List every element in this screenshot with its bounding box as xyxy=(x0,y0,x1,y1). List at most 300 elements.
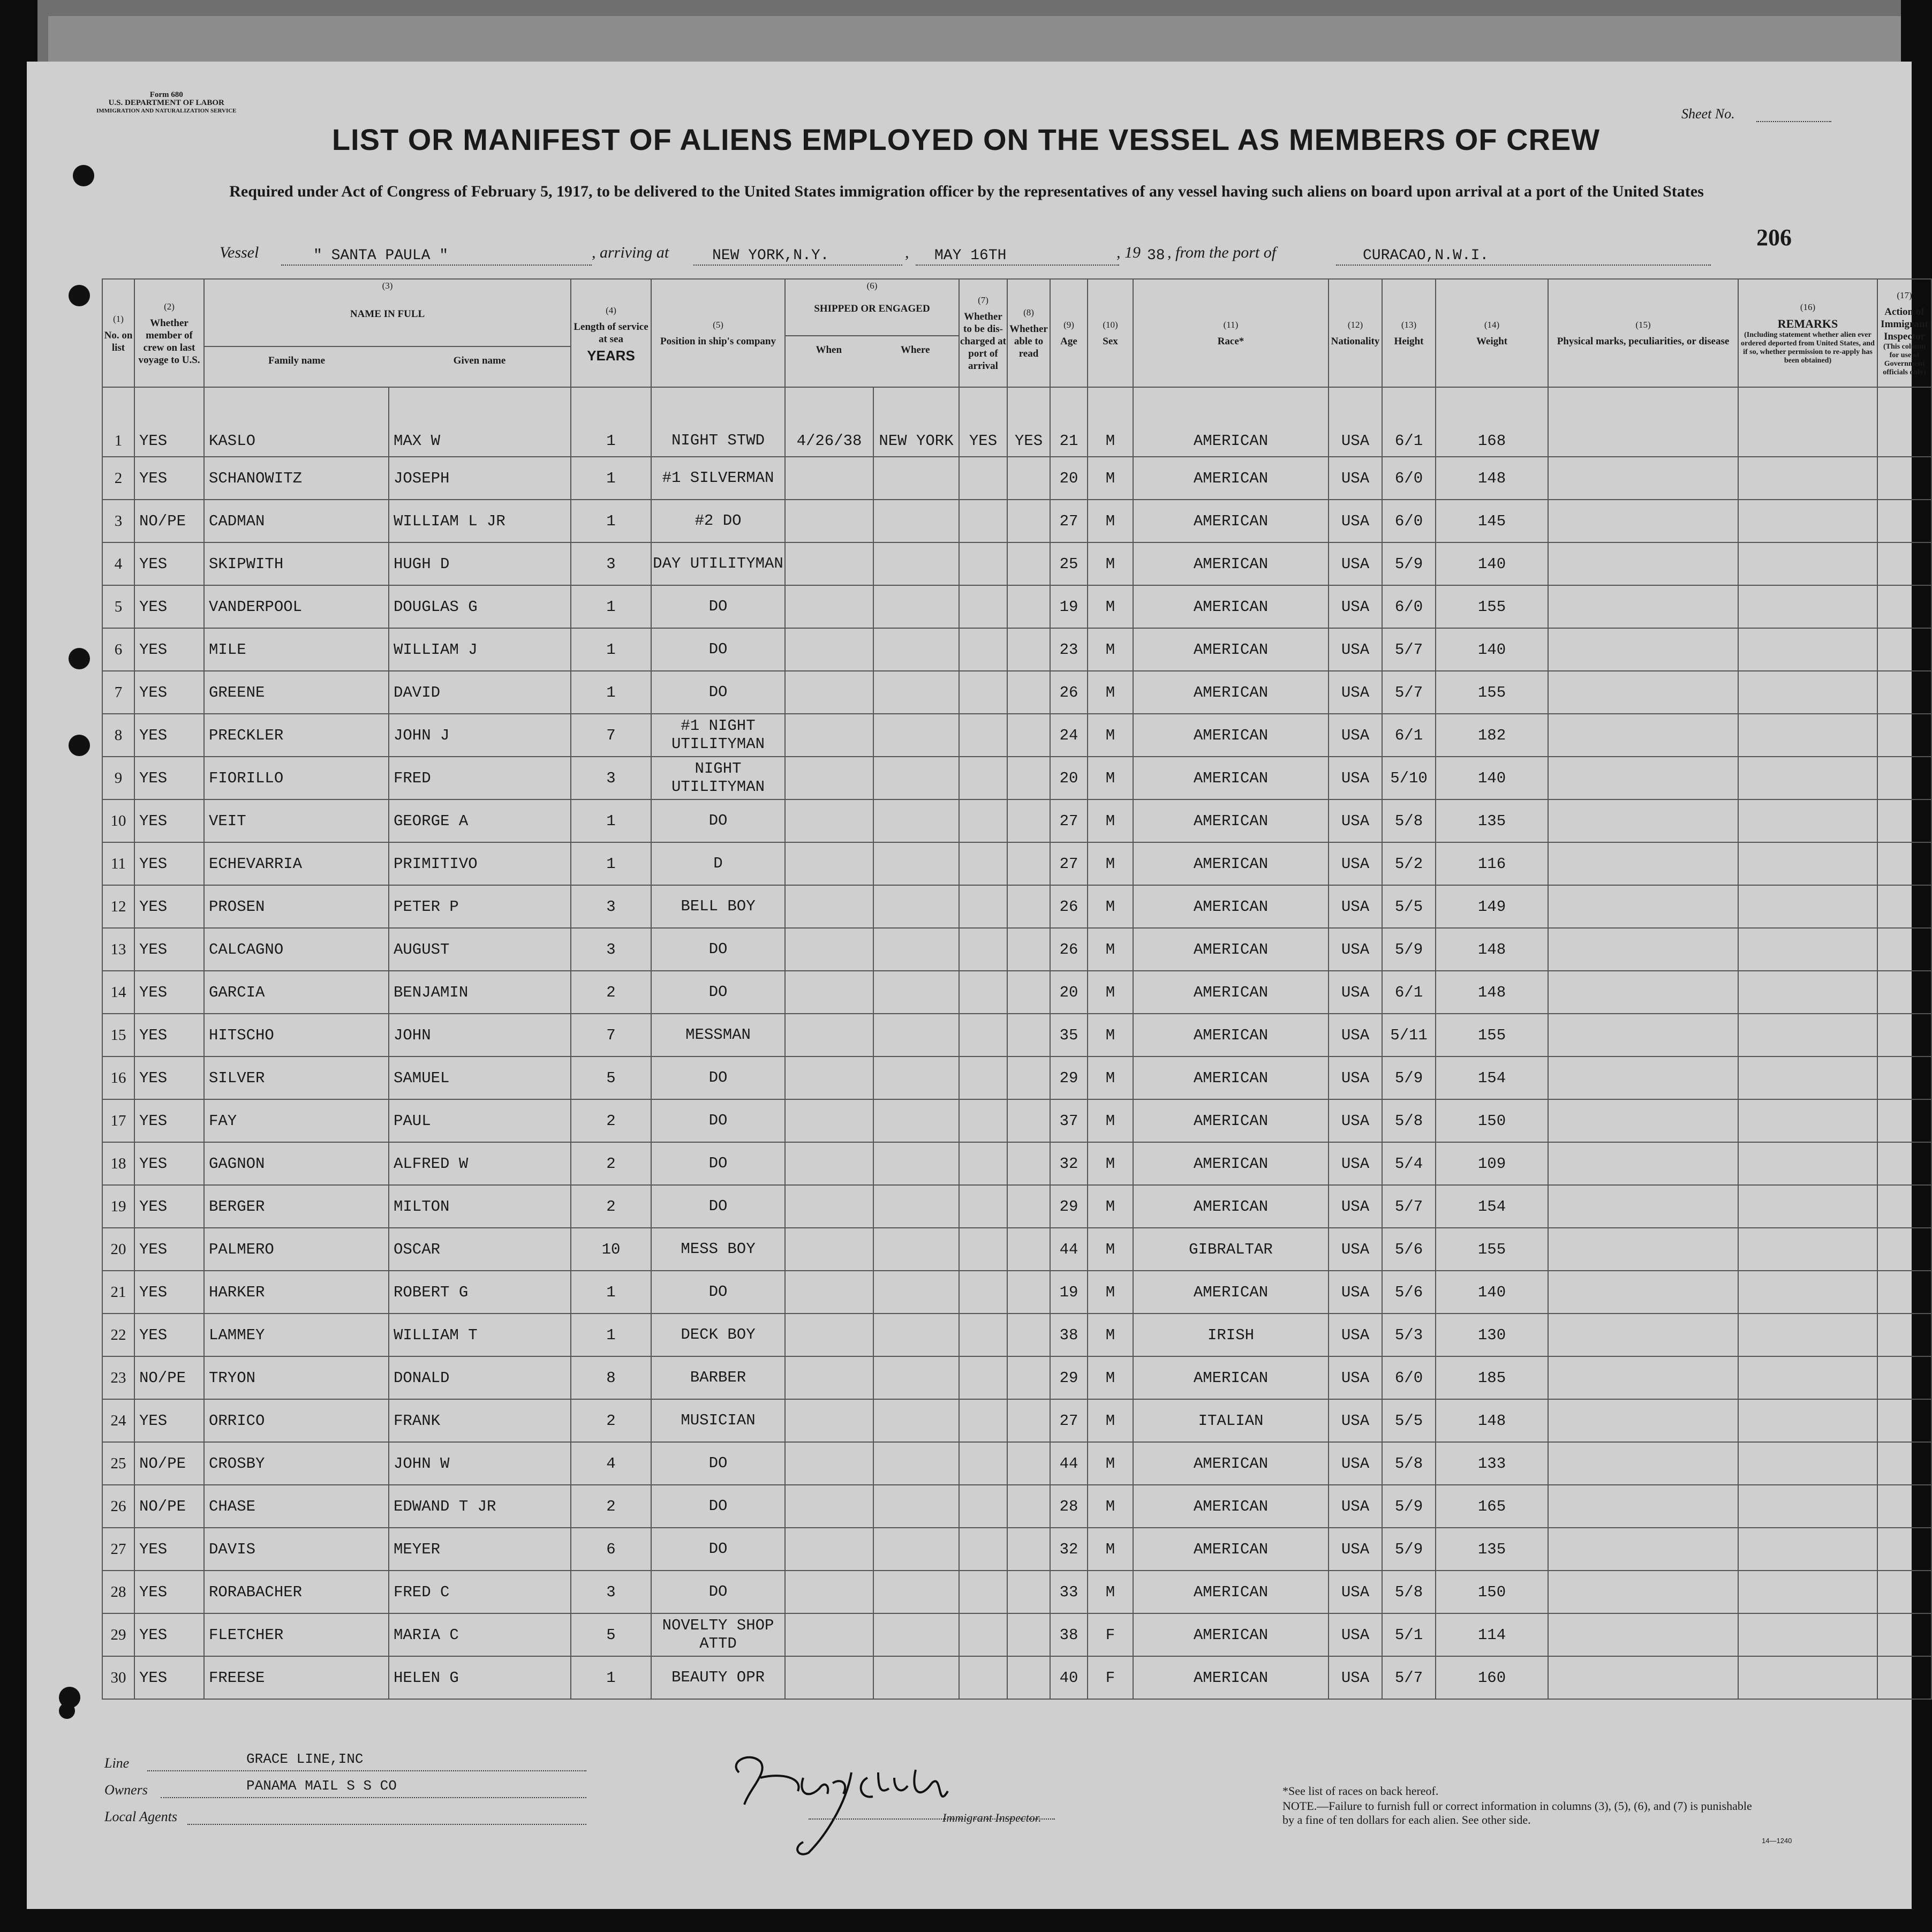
inspector-action xyxy=(1877,1228,1931,1271)
prev-voyage: NO/PE xyxy=(134,500,204,542)
position: NOVELTY SHOP ATTD xyxy=(651,1613,785,1656)
row-number: 4 xyxy=(102,542,134,585)
race: AMERICAN xyxy=(1133,1485,1329,1528)
discharged xyxy=(959,1185,1007,1228)
remarks xyxy=(1738,500,1877,542)
remarks xyxy=(1738,1528,1877,1571)
race: AMERICAN xyxy=(1133,1014,1329,1056)
shipped-when xyxy=(785,1099,873,1142)
weight: 133 xyxy=(1436,1442,1548,1485)
physical-marks xyxy=(1548,1485,1738,1528)
shipped-where xyxy=(873,1613,959,1656)
col-header-action: (17) Action of Immigrant Inspector (This column for use of Government officials only) xyxy=(1877,279,1931,387)
physical-marks xyxy=(1548,1014,1738,1056)
penalty-note: NOTE.—Failure to furnish full or correct information in columns (3), (5), (6), and (7) is punishable by a fine of ten dollars for each alien. See other side. xyxy=(1282,1799,1752,1827)
prev-voyage: YES xyxy=(134,1613,204,1656)
given-name: BENJAMIN xyxy=(389,971,571,1014)
inspector-action xyxy=(1877,1485,1931,1528)
shipped-when xyxy=(785,1656,873,1699)
remarks xyxy=(1738,1142,1877,1185)
physical-marks xyxy=(1548,671,1738,714)
inspector-action xyxy=(1877,1613,1931,1656)
given-name: MEYER xyxy=(389,1528,571,1571)
punch-hole xyxy=(73,165,94,186)
position: BARBER xyxy=(651,1356,785,1399)
nationality: USA xyxy=(1329,1528,1382,1571)
remarks xyxy=(1738,542,1877,585)
shipped-when xyxy=(785,585,873,628)
inspector-action xyxy=(1877,1142,1931,1185)
remarks xyxy=(1738,387,1877,457)
shipped-where xyxy=(873,1142,959,1185)
nationality: USA xyxy=(1329,1485,1382,1528)
race: AMERICAN xyxy=(1133,628,1329,671)
position: BELL BOY xyxy=(651,885,785,928)
prev-voyage: NO/PE xyxy=(134,1442,204,1485)
shipped-when xyxy=(785,885,873,928)
position: DO xyxy=(651,1185,785,1228)
col-header-weight: (14) Weight xyxy=(1436,279,1548,387)
physical-marks xyxy=(1548,1571,1738,1613)
shipped-when xyxy=(785,799,873,842)
shipped-where xyxy=(873,1056,959,1099)
age: 20 xyxy=(1050,757,1088,799)
shipped-when xyxy=(785,971,873,1014)
shipped-where xyxy=(873,757,959,799)
age: 33 xyxy=(1050,1571,1088,1613)
inspector-action xyxy=(1877,457,1931,500)
nationality: USA xyxy=(1329,1271,1382,1314)
punch-hole xyxy=(69,285,90,306)
nationality: USA xyxy=(1329,1185,1382,1228)
shipped-where xyxy=(873,1442,959,1485)
age: 32 xyxy=(1050,1528,1088,1571)
able-to-read xyxy=(1007,1314,1050,1356)
remarks xyxy=(1738,1656,1877,1699)
able-to-read xyxy=(1007,757,1050,799)
races-note: *See list of races on back hereof. xyxy=(1282,1784,1439,1798)
race: AMERICAN xyxy=(1133,842,1329,885)
physical-marks xyxy=(1548,1528,1738,1571)
shipped-where xyxy=(873,457,959,500)
nationality: USA xyxy=(1329,1571,1382,1613)
shipped-where xyxy=(873,671,959,714)
inspector-action xyxy=(1877,671,1931,714)
position: DO xyxy=(651,1099,785,1142)
able-to-read xyxy=(1007,799,1050,842)
given-name: ROBERT G xyxy=(389,1271,571,1314)
prev-voyage: NO/PE xyxy=(134,1485,204,1528)
year-prefix: , 19 xyxy=(1116,244,1141,261)
race: AMERICAN xyxy=(1133,1528,1329,1571)
row-number: 9 xyxy=(102,757,134,799)
physical-marks xyxy=(1548,1656,1738,1699)
height: 5/1 xyxy=(1382,1613,1436,1656)
departure-port: CURACAO,N.W.I. xyxy=(1363,247,1489,264)
discharged xyxy=(959,1228,1007,1271)
shipped-where xyxy=(873,1356,959,1399)
discharged xyxy=(959,1014,1007,1056)
discharged xyxy=(959,1356,1007,1399)
remarks xyxy=(1738,1356,1877,1399)
row-number: 7 xyxy=(102,671,134,714)
table-header-row xyxy=(102,279,1931,387)
height: 6/1 xyxy=(1382,387,1436,457)
age: 38 xyxy=(1050,1613,1088,1656)
table-row xyxy=(102,971,1931,1014)
sex: M xyxy=(1088,842,1133,885)
inspector-action xyxy=(1877,1185,1931,1228)
height: 5/8 xyxy=(1382,799,1436,842)
remarks xyxy=(1738,757,1877,799)
prev-voyage: YES xyxy=(134,1185,204,1228)
row-number: 26 xyxy=(102,1485,134,1528)
able-to-read xyxy=(1007,1528,1050,1571)
able-to-read xyxy=(1007,1142,1050,1185)
shipped-when xyxy=(785,1356,873,1399)
weight: 148 xyxy=(1436,1399,1548,1442)
from-label: , from the port of xyxy=(1167,244,1277,261)
sex: M xyxy=(1088,928,1133,971)
shipped-where xyxy=(873,1185,959,1228)
remarks xyxy=(1738,842,1877,885)
weight: 140 xyxy=(1436,757,1548,799)
service-years: 1 xyxy=(571,457,651,500)
row-number: 6 xyxy=(102,628,134,671)
position: D xyxy=(651,842,785,885)
vessel-line xyxy=(281,265,592,266)
sheet-label: Sheet No. xyxy=(1681,106,1735,122)
table-row xyxy=(102,757,1931,799)
inspector-action xyxy=(1877,885,1931,928)
position: #2 DO xyxy=(651,500,785,542)
age: 29 xyxy=(1050,1185,1088,1228)
arrival-date: MAY 16TH xyxy=(934,247,1007,264)
race: AMERICAN xyxy=(1133,1656,1329,1699)
table-row xyxy=(102,1056,1931,1099)
remarks xyxy=(1738,928,1877,971)
shipping-line: GRACE LINE,INC xyxy=(246,1751,364,1767)
family-name: FREESE xyxy=(204,1656,389,1699)
comma: , xyxy=(905,244,909,261)
age: 37 xyxy=(1050,1099,1088,1142)
shipped-where xyxy=(873,585,959,628)
given-name: HUGH D xyxy=(389,542,571,585)
col-header-no: (1) No. on list xyxy=(102,279,134,387)
service-years: 1 xyxy=(571,585,651,628)
service-years: 1 xyxy=(571,842,651,885)
height: 5/3 xyxy=(1382,1314,1436,1356)
row-number: 25 xyxy=(102,1442,134,1485)
height: 5/8 xyxy=(1382,1571,1436,1613)
table-row xyxy=(102,1656,1931,1699)
discharged xyxy=(959,757,1007,799)
physical-marks xyxy=(1548,971,1738,1014)
discharged xyxy=(959,842,1007,885)
age: 26 xyxy=(1050,928,1088,971)
inspector-action xyxy=(1877,628,1931,671)
table-row xyxy=(102,1314,1931,1356)
col-header-height: (13) Height xyxy=(1382,279,1436,387)
able-to-read xyxy=(1007,457,1050,500)
remarks xyxy=(1738,1399,1877,1442)
family-name: MILE xyxy=(204,628,389,671)
given-name: PETER P xyxy=(389,885,571,928)
shipped-where xyxy=(873,971,959,1014)
sex: M xyxy=(1088,971,1133,1014)
service-years: 1 xyxy=(571,1314,651,1356)
shipped-when xyxy=(785,1142,873,1185)
table-row xyxy=(102,842,1931,885)
shipped-when xyxy=(785,842,873,885)
physical-marks xyxy=(1548,387,1738,457)
col-header-race: (11) Race* xyxy=(1133,279,1329,387)
family-name: GARCIA xyxy=(204,971,389,1014)
col-header-position: (5) Position in ship's company xyxy=(651,279,785,387)
family-name: PROSEN xyxy=(204,885,389,928)
shipped-when xyxy=(785,1613,873,1656)
shipped-where xyxy=(873,1485,959,1528)
given-name: SAMUEL xyxy=(389,1056,571,1099)
col-header-age: (9) Age xyxy=(1050,279,1088,387)
age: 19 xyxy=(1050,1271,1088,1314)
position: DAY UTILITYMAN xyxy=(651,542,785,585)
able-to-read xyxy=(1007,885,1050,928)
shipped-where xyxy=(873,1528,959,1571)
family-name: SCHANOWITZ xyxy=(204,457,389,500)
physical-marks xyxy=(1548,1314,1738,1356)
family-name: KASLO xyxy=(204,387,389,457)
table-row xyxy=(102,1228,1931,1271)
prev-voyage: YES xyxy=(134,671,204,714)
discharged xyxy=(959,1399,1007,1442)
inspector-action xyxy=(1877,1442,1931,1485)
service-years: 10 xyxy=(571,1228,651,1271)
nationality: USA xyxy=(1329,714,1382,757)
shipped-when xyxy=(785,1442,873,1485)
sex: M xyxy=(1088,1271,1133,1314)
race: AMERICAN xyxy=(1133,971,1329,1014)
table-row xyxy=(102,387,1931,457)
prev-voyage: YES xyxy=(134,842,204,885)
nationality: USA xyxy=(1329,1056,1382,1099)
inspector-action xyxy=(1877,1399,1931,1442)
able-to-read xyxy=(1007,1185,1050,1228)
remarks xyxy=(1738,971,1877,1014)
prev-voyage: YES xyxy=(134,971,204,1014)
family-name: HARKER xyxy=(204,1271,389,1314)
arriving-line xyxy=(693,265,902,266)
race: AMERICAN xyxy=(1133,671,1329,714)
family-name: CADMAN xyxy=(204,500,389,542)
col-header-where: Where xyxy=(900,344,930,356)
col-header-family-name: Family name xyxy=(268,355,326,366)
sex: F xyxy=(1088,1613,1133,1656)
sex: M xyxy=(1088,1185,1133,1228)
shipped-when xyxy=(785,1485,873,1528)
shipped-when xyxy=(785,628,873,671)
inspector-action xyxy=(1877,799,1931,842)
physical-marks xyxy=(1548,1142,1738,1185)
race: AMERICAN xyxy=(1133,714,1329,757)
sex: F xyxy=(1088,1656,1133,1699)
agents-label: Local Agents xyxy=(104,1809,178,1824)
height: 6/1 xyxy=(1382,714,1436,757)
position: NIGHT UTILITYMAN xyxy=(651,757,785,799)
inspector-action xyxy=(1877,1056,1931,1099)
sex: M xyxy=(1088,1099,1133,1142)
physical-marks xyxy=(1548,842,1738,885)
prev-voyage: YES xyxy=(134,1142,204,1185)
race: AMERICAN xyxy=(1133,500,1329,542)
inspector-action xyxy=(1877,1656,1931,1699)
able-to-read xyxy=(1007,628,1050,671)
sex: M xyxy=(1088,387,1133,457)
table-row xyxy=(102,585,1931,628)
shipped-where xyxy=(873,1014,959,1056)
given-name: PAUL xyxy=(389,1099,571,1142)
height: 5/6 xyxy=(1382,1228,1436,1271)
height: 5/4 xyxy=(1382,1142,1436,1185)
age: 24 xyxy=(1050,714,1088,757)
arrival-port: NEW YORK,N.Y. xyxy=(712,247,829,264)
shipped-when xyxy=(785,1399,873,1442)
sex: M xyxy=(1088,1356,1133,1399)
able-to-read xyxy=(1007,1571,1050,1613)
service: IMMIGRATION AND NATURALIZATION SERVICE xyxy=(96,108,237,114)
able-to-read xyxy=(1007,500,1050,542)
service-years: 3 xyxy=(571,757,651,799)
remarks xyxy=(1738,1613,1877,1656)
sex: M xyxy=(1088,500,1133,542)
height: 5/7 xyxy=(1382,1185,1436,1228)
nationality: USA xyxy=(1329,1442,1382,1485)
shipped-where xyxy=(873,714,959,757)
punch-hole xyxy=(59,1703,75,1719)
physical-marks xyxy=(1548,1228,1738,1271)
col-header-nationality: (12) Nationality xyxy=(1329,279,1382,387)
position: DO xyxy=(651,628,785,671)
remarks xyxy=(1738,1271,1877,1314)
family-name: CHASE xyxy=(204,1485,389,1528)
race: IRISH xyxy=(1133,1314,1329,1356)
age: 38 xyxy=(1050,1314,1088,1356)
table-row xyxy=(102,1271,1931,1314)
nationality: USA xyxy=(1329,1142,1382,1185)
shipped-where xyxy=(873,1099,959,1142)
discharged xyxy=(959,1528,1007,1571)
sex: M xyxy=(1088,585,1133,628)
age: 26 xyxy=(1050,671,1088,714)
nationality: USA xyxy=(1329,885,1382,928)
shipped-where xyxy=(873,1271,959,1314)
row-number: 12 xyxy=(102,885,134,928)
service-years: 3 xyxy=(571,542,651,585)
family-name: GAGNON xyxy=(204,1142,389,1185)
row-number: 21 xyxy=(102,1271,134,1314)
page-number: 206 xyxy=(1756,224,1792,251)
weight: 148 xyxy=(1436,971,1548,1014)
discharged xyxy=(959,1099,1007,1142)
table-row xyxy=(102,457,1931,500)
nationality: USA xyxy=(1329,1399,1382,1442)
weight: 155 xyxy=(1436,585,1548,628)
sex: M xyxy=(1088,799,1133,842)
height: 5/9 xyxy=(1382,1485,1436,1528)
weight: 140 xyxy=(1436,542,1548,585)
age: 19 xyxy=(1050,585,1088,628)
remarks xyxy=(1738,671,1877,714)
service-years: 1 xyxy=(571,387,651,457)
sex: M xyxy=(1088,628,1133,671)
service-years: 8 xyxy=(571,1356,651,1399)
race: AMERICAN xyxy=(1133,1056,1329,1099)
row-number: 22 xyxy=(102,1314,134,1356)
table-row xyxy=(102,1528,1931,1571)
row-number: 17 xyxy=(102,1099,134,1142)
height: 6/0 xyxy=(1382,585,1436,628)
arriving-label: , arriving at xyxy=(592,244,669,261)
able-to-read xyxy=(1007,542,1050,585)
able-to-read xyxy=(1007,1056,1050,1099)
remarks xyxy=(1738,1056,1877,1099)
inspector-action xyxy=(1877,542,1931,585)
nationality: USA xyxy=(1329,387,1382,457)
remarks xyxy=(1738,1571,1877,1613)
col-header-name: (3) NAME IN FULL Family name Given name xyxy=(204,279,571,387)
table-row xyxy=(102,1399,1931,1442)
position: BEAUTY OPR xyxy=(651,1656,785,1699)
age: 44 xyxy=(1050,1442,1088,1485)
table-row xyxy=(102,799,1931,842)
weight: 185 xyxy=(1436,1356,1548,1399)
row-number: 1 xyxy=(102,387,134,457)
height: 6/0 xyxy=(1382,1356,1436,1399)
height: 6/0 xyxy=(1382,457,1436,500)
remarks xyxy=(1738,1485,1877,1528)
inspector-action xyxy=(1877,1099,1931,1142)
inspector-signature xyxy=(718,1740,975,1863)
race: AMERICAN xyxy=(1133,1271,1329,1314)
form-identifier xyxy=(96,91,237,115)
service-years: 1 xyxy=(571,1656,651,1699)
physical-marks xyxy=(1548,1356,1738,1399)
able-to-read xyxy=(1007,1442,1050,1485)
position: #1 NIGHT UTILITYMAN xyxy=(651,714,785,757)
prev-voyage: YES xyxy=(134,928,204,971)
able-to-read xyxy=(1007,671,1050,714)
remarks xyxy=(1738,1099,1877,1142)
remarks xyxy=(1738,1014,1877,1056)
prev-voyage: YES xyxy=(134,1056,204,1099)
sex: M xyxy=(1088,1485,1133,1528)
race: AMERICAN xyxy=(1133,885,1329,928)
service-years: 7 xyxy=(571,1014,651,1056)
physical-marks xyxy=(1548,1271,1738,1314)
age: 35 xyxy=(1050,1014,1088,1056)
discharged xyxy=(959,928,1007,971)
weight: 150 xyxy=(1436,1571,1548,1613)
family-name: CROSBY xyxy=(204,1442,389,1485)
weight: 109 xyxy=(1436,1142,1548,1185)
given-name: FRED C xyxy=(389,1571,571,1613)
sex: M xyxy=(1088,1571,1133,1613)
sex: M xyxy=(1088,1014,1133,1056)
col-header-given-name: Given name xyxy=(453,355,506,366)
row-number: 19 xyxy=(102,1185,134,1228)
department: U.S. DEPARTMENT OF LABOR xyxy=(108,99,224,107)
prev-voyage: YES xyxy=(134,799,204,842)
